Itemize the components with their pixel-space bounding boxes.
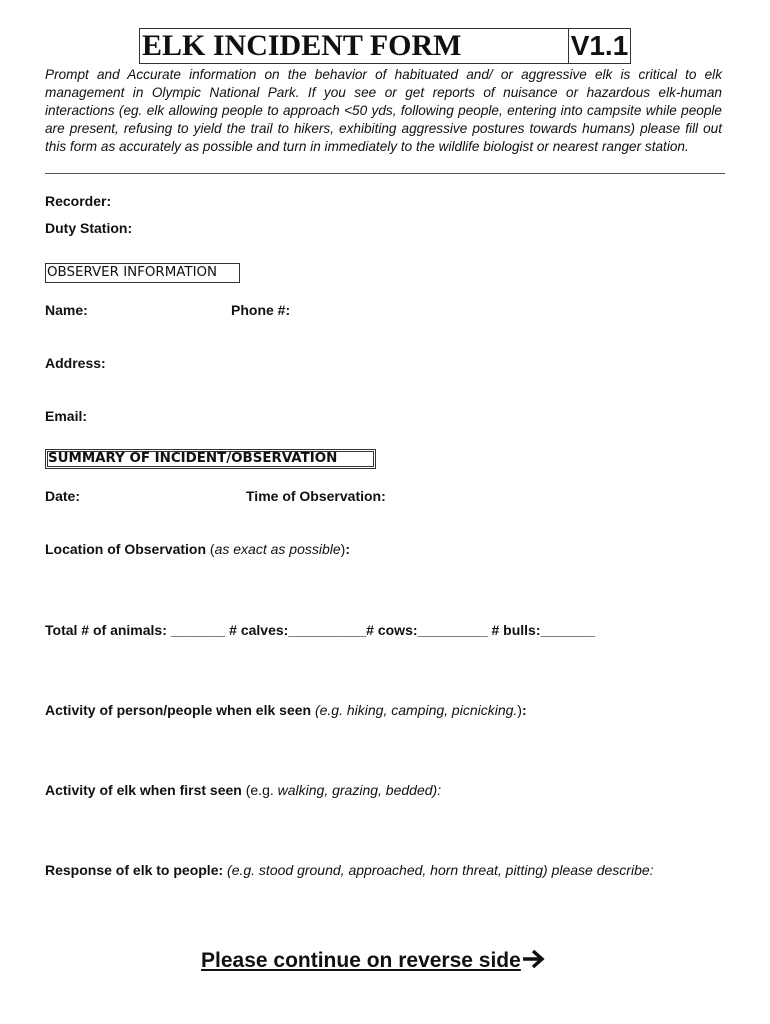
animal-counts-line: Total # of animals: _______ # calves:__________# cows:_________ # bulls:_______ — [45, 622, 595, 638]
form-title: ELK INCIDENT FORM — [139, 28, 569, 64]
elk-activity-colon: : — [437, 782, 442, 798]
phone-label: Phone #: — [231, 302, 291, 318]
address-label: Address: — [45, 355, 106, 371]
observer-section-heading: OBSERVER INFORMATION — [45, 263, 240, 283]
location-hint: as exact as possible — [214, 541, 341, 557]
recorder-label: Recorder: — [45, 193, 112, 209]
location-close-paren: ) — [340, 541, 346, 557]
continue-text: Please continue on reverse side — [201, 949, 521, 972]
person-activity-label: Activity of person/people when elk seen — [45, 702, 312, 718]
header-divider — [45, 173, 725, 174]
elk-activity-open: (e.g. — [245, 782, 274, 798]
name-label: Name: — [45, 302, 88, 318]
person-activity-close-paren: ) — [517, 702, 522, 718]
intro-paragraph: Prompt and Accurate information on the behavior of habituated and/ or aggressive elk is critical to elk management in Olympic National Park. If you see or get reports of nuisance or hazardous elk-human interactions (eg. elk allowing people to approach <50 yds, following people, entering into campsite while people are present, refusing to yield the trail to hikers, exhibiting aggressive postures towards humans) please fill out this form as accurately as possible and turn in immediately to the wildlife biologist or nearest ranger station. — [45, 67, 722, 154]
continue-note — [201, 947, 571, 977]
elk-activity-hint: walking, grazing, bedded) — [277, 782, 438, 798]
time-label: Time of Observation: — [246, 488, 386, 504]
response-hint: (e.g. stood ground, approached, horn threat, pitting) please describe: — [227, 862, 654, 878]
person-activity-colon: : — [521, 702, 527, 718]
elk-activity-line — [45, 781, 441, 799]
duty-station-label: Duty Station: — [45, 220, 133, 236]
summary-section-heading: SUMMARY OF INCIDENT/OBSERVATION — [45, 449, 376, 469]
response-label: Response of elk to people: — [45, 862, 224, 878]
right-arrow-icon — [523, 949, 545, 977]
elk-activity-label: Activity of elk when first seen — [45, 782, 242, 798]
person-activity-hint: (e.g. hiking, camping, picnicking. — [314, 702, 518, 718]
location-colon: : — [345, 541, 350, 557]
location-label: Location of Observation — [45, 541, 207, 557]
email-label: Email: — [45, 408, 88, 424]
response-line — [45, 861, 654, 879]
location-open-paren: ( — [209, 541, 215, 557]
person-activity-line — [45, 701, 527, 719]
date-label: Date: — [45, 488, 81, 504]
location-line — [45, 540, 350, 558]
form-version: V1.1 — [568, 28, 631, 64]
